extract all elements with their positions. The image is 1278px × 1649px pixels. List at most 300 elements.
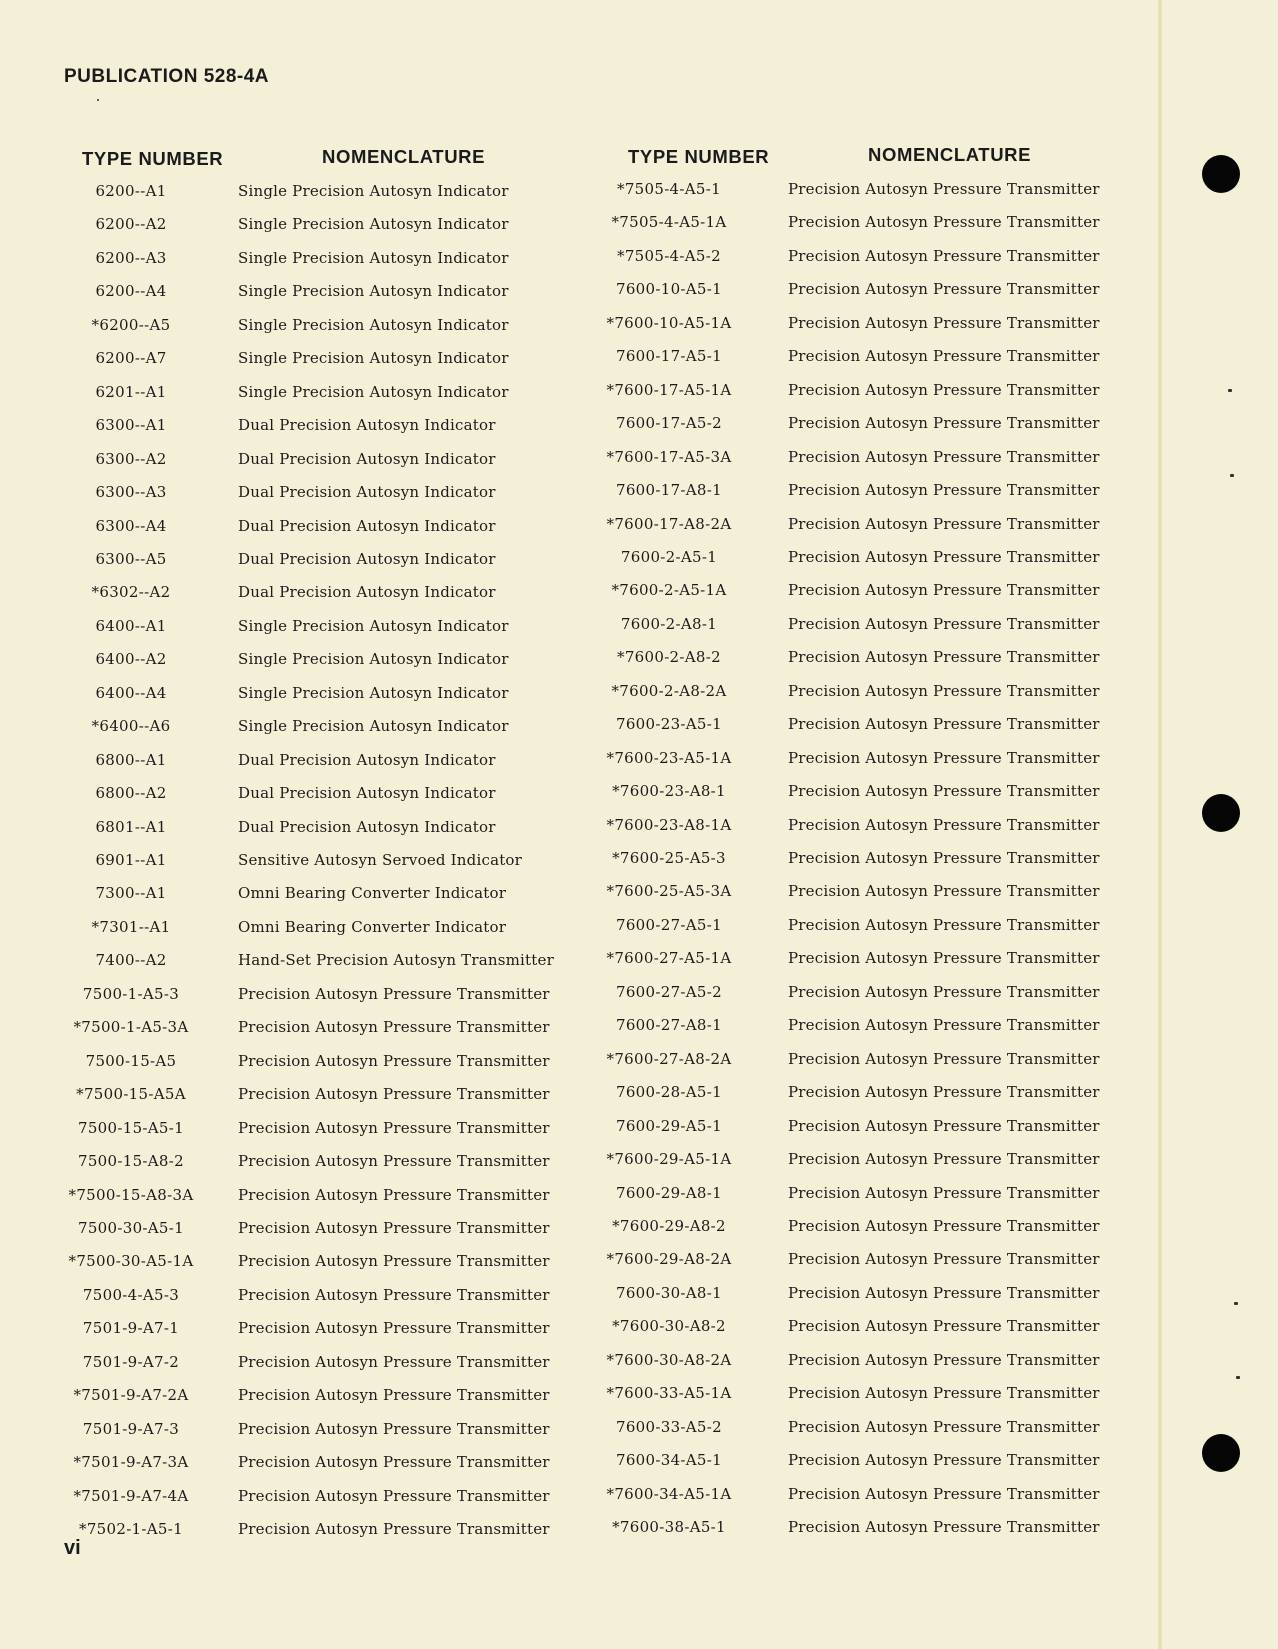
part-nomenclature: [788, 274, 1100, 304]
nomenclature-text: Precision Autosyn Pressure Transmitter: [788, 949, 1100, 968]
part-type-number: [584, 676, 754, 706]
type-number-text: 7600-33-A5-2: [616, 1417, 722, 1436]
part-type-number: [46, 544, 216, 574]
type-number-text: *7600-29-A5-1A: [606, 1150, 732, 1169]
type-number-text: 7600-29-A5-1: [616, 1116, 722, 1135]
part-nomenclature: [238, 1213, 550, 1243]
part-type-number: [584, 810, 754, 840]
part-nomenclature: [238, 912, 506, 942]
part-type-number: [584, 743, 754, 773]
type-number-text: *7600-34-A5-1A: [606, 1484, 732, 1503]
type-number-text: *7502-1-A5-1: [79, 1520, 183, 1538]
part-type-number: [584, 1077, 754, 1107]
part-type-number: [584, 1244, 754, 1274]
nomenclature-text: Precision Autosyn Pressure Transmitter: [788, 782, 1100, 801]
nomenclature-text: Precision Autosyn Pressure Transmitter: [238, 1319, 550, 1338]
type-number-text: *7501-9-A7-2A: [73, 1386, 189, 1405]
nomenclature-text: Precision Autosyn Pressure Transmitter: [238, 1252, 550, 1271]
nomenclature-text: Precision Autosyn Pressure Transmitter: [788, 1183, 1100, 1202]
part-nomenclature: [238, 1481, 550, 1511]
part-type-number: [46, 477, 216, 507]
part-nomenclature: [238, 209, 509, 239]
nomenclature-text: Single Precision Autosyn Indicator: [238, 215, 509, 234]
nomenclature-text: Precision Autosyn Pressure Transmitter: [788, 681, 1100, 700]
part-type-number: [46, 1246, 216, 1276]
nomenclature-text: Precision Autosyn Pressure Transmitter: [788, 180, 1100, 198]
part-type-number: [584, 1512, 754, 1542]
type-number-text: *7600-10-A5-1A: [606, 313, 732, 332]
type-number-text: 7600-29-A8-1: [616, 1183, 722, 1202]
part-type-number: [46, 979, 216, 1009]
type-number-text: *7600-17-A5-3A: [606, 447, 732, 466]
part-type-number: [46, 1280, 216, 1310]
type-number-text: *7600-17-A8-2A: [606, 514, 732, 533]
publication-title: PUBLICATION 528-4A: [64, 66, 270, 87]
nomenclature-text: Single Precision Autosyn Indicator: [238, 717, 509, 736]
type-number-text: *7600-2-A5-1A: [611, 581, 727, 600]
type-number-text: *7505-4-A5-2: [617, 246, 721, 265]
part-type-number: [584, 776, 754, 806]
part-nomenclature: [788, 609, 1100, 639]
type-number-text: 6200--A3: [95, 248, 167, 267]
type-number-text: *6302--A2: [91, 583, 171, 602]
part-type-number: [584, 943, 754, 973]
nomenclature-text: Precision Autosyn Pressure Transmitter: [788, 1283, 1100, 1302]
part-nomenclature: [238, 945, 554, 975]
part-type-number: [46, 711, 216, 741]
nomenclature-text: Single Precision Autosyn Indicator: [238, 382, 509, 401]
binder-hole: [1202, 155, 1240, 193]
part-nomenclature: [238, 1280, 550, 1310]
part-nomenclature: [238, 1046, 550, 1076]
type-number-text: 6800--A1: [95, 750, 167, 769]
nomenclature-text: Precision Autosyn Pressure Transmitter: [788, 1484, 1100, 1503]
type-number-text: *7600-23-A5-1A: [606, 748, 732, 767]
part-type-number: [46, 611, 216, 641]
type-number-text: 7600-2-A8-1: [620, 614, 718, 633]
part-type-number: [584, 1010, 754, 1040]
nomenclature-text: Single Precision Autosyn Indicator: [238, 616, 509, 635]
part-nomenclature: [788, 1111, 1100, 1141]
nomenclature-text: Precision Autosyn Pressure Transmitter: [238, 1018, 550, 1037]
type-number-text: 7600-17-A5-1: [616, 347, 722, 366]
part-type-number: [584, 1311, 754, 1341]
nomenclature-text: Precision Autosyn Pressure Transmitter: [788, 1417, 1100, 1436]
nomenclature-text: Precision Autosyn Pressure Transmitter: [788, 648, 1100, 667]
nomenclature-text: Precision Autosyn Pressure Transmitter: [238, 984, 550, 1003]
nomenclature-text: Precision Autosyn Pressure Transmitter: [788, 614, 1100, 633]
nomenclature-text: Dual Precision Autosyn Indicator: [238, 416, 496, 435]
part-type-number: [46, 644, 216, 674]
part-type-number: [46, 1012, 216, 1042]
part-type-number: [46, 1380, 216, 1410]
nomenclature-text: Precision Autosyn Pressure Transmitter: [788, 1518, 1100, 1536]
part-type-number: [46, 1414, 216, 1444]
part-nomenclature: [788, 241, 1100, 271]
part-nomenclature: [788, 743, 1100, 773]
part-type-number: [46, 945, 216, 975]
nomenclature-text: Sensitive Autosyn Servoed Indicator: [238, 851, 523, 869]
part-nomenclature: [788, 174, 1100, 204]
part-type-number: [46, 511, 216, 541]
type-number-text: *7500-1-A5-3A: [73, 1018, 189, 1037]
part-nomenclature: [238, 444, 496, 474]
part-type-number: [584, 1445, 754, 1475]
type-number-text: *6400--A6: [91, 717, 171, 736]
part-nomenclature: [238, 1313, 550, 1343]
part-type-number: [46, 745, 216, 775]
type-number-text: *7505-4-A5-1: [617, 180, 721, 198]
part-nomenclature: [238, 243, 509, 273]
type-number-text: 6200--A4: [95, 282, 167, 301]
part-nomenclature: [788, 1479, 1100, 1509]
part-type-number: [584, 1479, 754, 1509]
nomenclature-text: Precision Autosyn Pressure Transmitter: [238, 1185, 550, 1204]
type-number-text: *7600-33-A5-1A: [606, 1384, 732, 1403]
type-number-text: *7600-2-A8-2A: [611, 681, 727, 700]
part-nomenclature: [238, 1012, 550, 1042]
part-type-number: [46, 1347, 216, 1377]
nomenclature-text: Omni Bearing Converter Indicator: [238, 917, 507, 936]
part-type-number: [46, 343, 216, 373]
nomenclature-text: Precision Autosyn Pressure Transmitter: [788, 547, 1100, 566]
nomenclature-text: Dual Precision Autosyn Indicator: [238, 784, 496, 803]
part-type-number: [584, 1044, 754, 1074]
part-type-number: [584, 1378, 754, 1408]
part-nomenclature: [238, 310, 509, 340]
part-nomenclature: [788, 375, 1100, 405]
part-nomenclature: [788, 1345, 1100, 1375]
nomenclature-text: Dual Precision Autosyn Indicator: [238, 483, 496, 502]
type-number-text: 7600-2-A5-1: [620, 547, 718, 566]
right-nomenclature-header: NOMENCLATURE: [868, 144, 1032, 165]
nomenclature-text: Precision Autosyn Pressure Transmitter: [238, 1218, 550, 1237]
type-number-text: *7500-30-A5-1A: [68, 1252, 194, 1271]
part-nomenclature: [238, 745, 496, 775]
type-number-text: 6200--A2: [95, 215, 167, 234]
part-nomenclature: [238, 1347, 550, 1377]
nomenclature-text: Dual Precision Autosyn Indicator: [238, 817, 496, 836]
type-number-text: 7500-1-A5-3: [82, 984, 180, 1003]
part-nomenclature: [788, 943, 1100, 973]
part-nomenclature: [238, 477, 496, 507]
type-number-text: *7501-9-A7-4A: [73, 1486, 189, 1505]
part-type-number: [46, 1046, 216, 1076]
type-number-text: *7600-29-A8-2: [612, 1216, 726, 1235]
type-number-text: 7501-9-A7-3: [82, 1419, 180, 1438]
part-type-number: [46, 444, 216, 474]
part-nomenclature: [788, 575, 1100, 605]
type-number-text: 6300--A3: [95, 483, 167, 502]
nomenclature-text: Dual Precision Autosyn Indicator: [238, 750, 496, 769]
nomenclature-text: Precision Autosyn Pressure Transmitter: [788, 213, 1100, 232]
part-type-number: [46, 1180, 216, 1210]
part-nomenclature: [788, 642, 1100, 672]
nomenclature-text: Precision Autosyn Pressure Transmitter: [238, 1386, 550, 1405]
part-type-number: [46, 778, 216, 808]
part-type-number: [46, 243, 216, 273]
part-type-number: [46, 1079, 216, 1109]
part-type-number: [46, 310, 216, 340]
nomenclature-text: Precision Autosyn Pressure Transmitter: [788, 1250, 1100, 1269]
part-nomenclature: [238, 845, 522, 875]
part-nomenclature: [238, 812, 496, 842]
nomenclature-text: Precision Autosyn Pressure Transmitter: [788, 380, 1100, 399]
nomenclature-text: Precision Autosyn Pressure Transmitter: [238, 1419, 550, 1438]
print-speck: [1236, 1376, 1240, 1379]
part-nomenclature: [788, 1244, 1100, 1274]
type-number-text: 7600-23-A5-1: [616, 715, 722, 734]
type-number-text: *7500-15-A5A: [76, 1085, 186, 1104]
type-number-text: 7600-10-A5-1: [616, 280, 722, 299]
part-type-number: [584, 977, 754, 1007]
nomenclature-text: Precision Autosyn Pressure Transmitter: [788, 1384, 1100, 1403]
part-type-number: [584, 207, 754, 237]
part-type-number: [584, 1111, 754, 1141]
part-nomenclature: [238, 1514, 550, 1544]
part-nomenclature: [238, 644, 509, 674]
type-number-text: 7501-9-A7-2: [82, 1352, 180, 1371]
type-number-text: *7600-38-A5-1: [612, 1518, 726, 1536]
nomenclature-text: Precision Autosyn Pressure Transmitter: [788, 748, 1100, 767]
nomenclature-text: Precision Autosyn Pressure Transmitter: [238, 1118, 550, 1137]
type-number-text: *7600-23-A8-1: [612, 782, 726, 801]
nomenclature-text: Precision Autosyn Pressure Transmitter: [238, 1152, 550, 1171]
nomenclature-text: Dual Precision Autosyn Indicator: [238, 549, 496, 568]
part-type-number: [46, 845, 216, 875]
part-nomenclature: [788, 542, 1100, 572]
type-number-text: 6800--A2: [95, 784, 167, 803]
nomenclature-text: Precision Autosyn Pressure Transmitter: [238, 1352, 550, 1371]
type-number-text: 6901--A1: [95, 851, 167, 869]
type-number-text: 6400--A1: [95, 616, 167, 635]
part-type-number: [584, 1278, 754, 1308]
part-nomenclature: [788, 509, 1100, 539]
print-speck: [1234, 1302, 1238, 1305]
part-nomenclature: [238, 1180, 550, 1210]
part-type-number: [584, 341, 754, 371]
part-type-number: [46, 1113, 216, 1143]
part-nomenclature: [238, 711, 509, 741]
part-nomenclature: [238, 1079, 550, 1109]
part-type-number: [46, 176, 216, 206]
type-number-text: 7300--A1: [95, 884, 167, 903]
nomenclature-text: Precision Autosyn Pressure Transmitter: [788, 849, 1100, 867]
print-speck: [1230, 474, 1234, 477]
part-nomenclature: [788, 1077, 1100, 1107]
nomenclature-text: Dual Precision Autosyn Indicator: [238, 449, 496, 468]
part-nomenclature: [238, 1113, 550, 1143]
part-type-number: [584, 174, 754, 204]
nomenclature-text: Precision Autosyn Pressure Transmitter: [238, 1085, 550, 1104]
type-number-text: *7501-9-A7-3A: [73, 1453, 189, 1472]
part-nomenclature: [238, 1246, 550, 1276]
part-type-number: [46, 1146, 216, 1176]
left-nomenclature-header: NOMENCLATURE: [322, 146, 486, 167]
nomenclature-text: Precision Autosyn Pressure Transmitter: [788, 1116, 1100, 1135]
part-type-number: [584, 843, 754, 873]
part-nomenclature: [788, 1412, 1100, 1442]
type-number-text: 6300--A5: [95, 549, 167, 568]
part-nomenclature: [788, 475, 1100, 505]
part-nomenclature: [238, 577, 496, 607]
part-type-number: [46, 410, 216, 440]
part-type-number: [46, 377, 216, 407]
nomenclature-text: Precision Autosyn Pressure Transmitter: [788, 414, 1100, 433]
nomenclature-text: Single Precision Autosyn Indicator: [238, 349, 509, 368]
part-type-number: [584, 876, 754, 906]
part-type-number: [584, 241, 754, 271]
part-nomenclature: [788, 308, 1100, 338]
type-number-text: 7501-9-A7-1: [82, 1319, 180, 1338]
nomenclature-text: Precision Autosyn Pressure Transmitter: [238, 1285, 550, 1304]
right-type-number-header: TYPE NUMBER: [628, 146, 770, 167]
type-number-text: *7301--A1: [91, 917, 171, 936]
part-nomenclature: [788, 1378, 1100, 1408]
nomenclature-text: Precision Autosyn Pressure Transmitter: [238, 1453, 550, 1472]
type-number-text: *7600-27-A5-1A: [606, 949, 732, 968]
part-type-number: [46, 812, 216, 842]
nomenclature-text: Precision Autosyn Pressure Transmitter: [788, 1150, 1100, 1169]
part-type-number: [46, 1213, 216, 1243]
part-type-number: [46, 276, 216, 306]
part-type-number: [584, 575, 754, 605]
type-number-text: 7600-34-A5-1: [616, 1451, 722, 1470]
part-nomenclature: [238, 377, 509, 407]
part-type-number: [584, 910, 754, 940]
type-number-text: 6300--A4: [95, 516, 167, 535]
nomenclature-text: Precision Autosyn Pressure Transmitter: [788, 1049, 1100, 1068]
type-number-text: 7500-4-A5-3: [82, 1285, 180, 1304]
part-type-number: [46, 1481, 216, 1511]
part-type-number: [584, 375, 754, 405]
nomenclature-text: Precision Autosyn Pressure Transmitter: [238, 1486, 550, 1505]
part-type-number: [584, 308, 754, 338]
part-nomenclature: [238, 176, 509, 206]
type-number-text: 7400--A2: [95, 951, 167, 970]
type-number-text: 7600-28-A5-1: [616, 1083, 722, 1102]
part-type-number: [46, 678, 216, 708]
type-number-text: *7500-15-A8-3A: [68, 1185, 194, 1204]
binder-hole: [1202, 1434, 1240, 1472]
type-number-text: 6200--A1: [95, 182, 167, 200]
part-type-number: [46, 912, 216, 942]
type-number-text: *7600-25-A5-3A: [606, 882, 732, 901]
part-nomenclature: [788, 977, 1100, 1007]
part-nomenclature: [238, 1414, 550, 1444]
part-nomenclature: [788, 843, 1100, 873]
type-number-text: 7500-15-A5: [85, 1051, 177, 1070]
type-number-text: 7600-27-A5-2: [616, 982, 722, 1001]
part-nomenclature: [788, 910, 1100, 940]
part-type-number: [584, 1345, 754, 1375]
part-type-number: [584, 642, 754, 672]
nomenclature-text: Precision Autosyn Pressure Transmitter: [788, 815, 1100, 834]
left-type-number-header: TYPE NUMBER: [82, 148, 224, 169]
part-nomenclature: [788, 776, 1100, 806]
nomenclature-text: Precision Autosyn Pressure Transmitter: [788, 347, 1100, 366]
type-number-text: 6400--A4: [95, 683, 167, 702]
part-nomenclature: [788, 1144, 1100, 1174]
part-nomenclature: [238, 878, 506, 908]
nomenclature-text: Precision Autosyn Pressure Transmitter: [788, 1350, 1100, 1369]
part-type-number: [584, 475, 754, 505]
nomenclature-text: Single Precision Autosyn Indicator: [238, 683, 509, 702]
nomenclature-text: Single Precision Autosyn Indicator: [238, 248, 509, 267]
nomenclature-text: Dual Precision Autosyn Indicator: [238, 516, 496, 535]
part-type-number: [46, 878, 216, 908]
page-number: vi: [64, 1537, 81, 1559]
part-nomenclature: [238, 979, 550, 1009]
nomenclature-text: Precision Autosyn Pressure Transmitter: [788, 915, 1100, 934]
part-type-number: [46, 577, 216, 607]
page-edge-divider: [1158, 0, 1162, 1649]
nomenclature-text: Precision Autosyn Pressure Transmitter: [788, 447, 1100, 466]
nomenclature-text: Precision Autosyn Pressure Transmitter: [788, 1016, 1100, 1035]
type-number-text: *7600-30-A8-2A: [606, 1350, 732, 1369]
nomenclature-text: Omni Bearing Converter Indicator: [238, 884, 507, 903]
type-number-text: 7500-15-A8-2: [78, 1152, 184, 1171]
type-number-text: 7600-30-A8-1: [616, 1283, 722, 1302]
part-nomenclature: [788, 1278, 1100, 1308]
nomenclature-text: Hand-Set Precision Autosyn Transmitter: [238, 951, 554, 970]
nomenclature-text: Precision Autosyn Pressure Transmitter: [788, 481, 1100, 500]
nomenclature-text: Precision Autosyn Pressure Transmitter: [238, 1051, 550, 1070]
nomenclature-text: Precision Autosyn Pressure Transmitter: [788, 1317, 1100, 1336]
part-nomenclature: [788, 676, 1100, 706]
part-nomenclature: [788, 207, 1100, 237]
part-nomenclature: [238, 678, 509, 708]
type-number-text: 7600-17-A8-1: [616, 481, 722, 500]
type-number-text: 7600-27-A5-1: [616, 915, 722, 934]
part-type-number: [584, 542, 754, 572]
nomenclature-text: Precision Autosyn Pressure Transmitter: [788, 715, 1100, 734]
part-type-number: [46, 209, 216, 239]
nomenclature-text: Precision Autosyn Pressure Transmitter: [788, 581, 1100, 600]
nomenclature-text: Precision Autosyn Pressure Transmitter: [788, 514, 1100, 533]
part-type-number: [584, 1144, 754, 1174]
type-number-text: 6200--A7: [95, 349, 167, 368]
type-number-text: *7505-4-A5-1A: [611, 213, 727, 232]
part-type-number: [584, 1178, 754, 1208]
part-nomenclature: [238, 611, 509, 641]
print-speck: [1228, 389, 1232, 392]
part-type-number: [584, 274, 754, 304]
print-speck: [97, 99, 99, 101]
part-nomenclature: [788, 1512, 1100, 1542]
type-number-text: *7600-17-A5-1A: [606, 380, 732, 399]
part-type-number: [584, 509, 754, 539]
part-nomenclature: [788, 876, 1100, 906]
part-nomenclature: [788, 408, 1100, 438]
part-nomenclature: [788, 341, 1100, 371]
part-nomenclature: [238, 511, 496, 541]
part-nomenclature: [238, 1146, 550, 1176]
type-number-text: 7600-17-A5-2: [616, 414, 722, 433]
nomenclature-text: Single Precision Autosyn Indicator: [238, 650, 509, 669]
type-number-text: *7600-27-A8-2A: [606, 1049, 732, 1068]
type-number-text: 6300--A2: [95, 449, 167, 468]
nomenclature-text: Precision Autosyn Pressure Transmitter: [788, 246, 1100, 265]
type-number-text: *7600-30-A8-2: [612, 1317, 726, 1336]
nomenclature-text: Precision Autosyn Pressure Transmitter: [788, 1083, 1100, 1102]
nomenclature-text: Precision Autosyn Pressure Transmitter: [788, 280, 1100, 299]
part-nomenclature: [238, 778, 496, 808]
type-number-text: *7600-29-A8-2A: [606, 1250, 732, 1269]
part-nomenclature: [788, 1044, 1100, 1074]
nomenclature-text: Precision Autosyn Pressure Transmitter: [788, 882, 1100, 901]
type-number-text: *6200--A5: [91, 315, 171, 334]
